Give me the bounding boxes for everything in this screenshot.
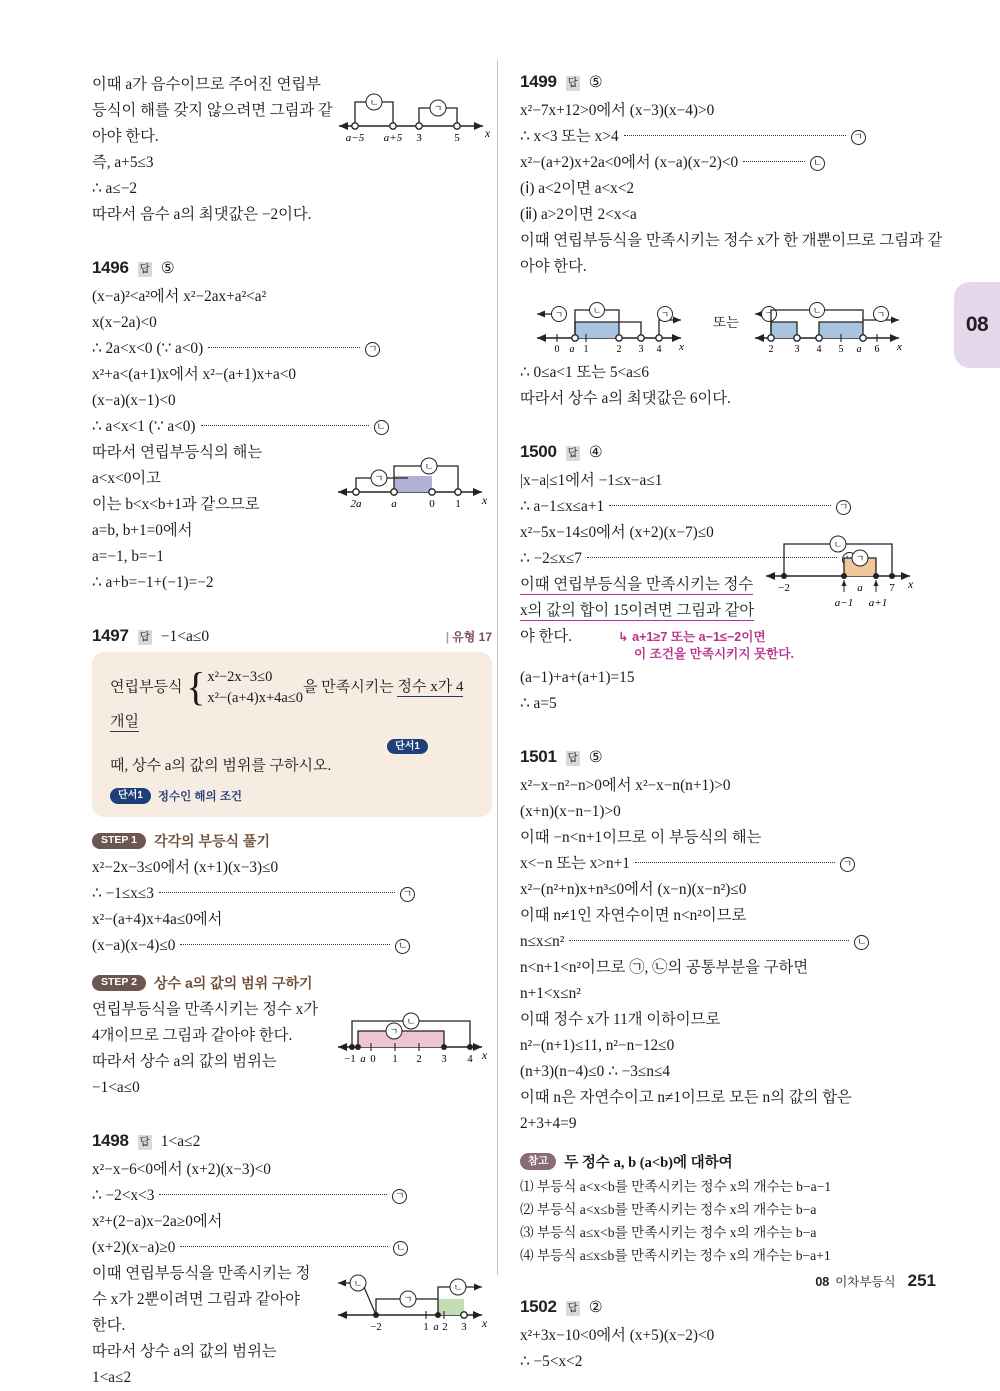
question-line-2: 때, 상수 a의 값의 범위를 구하시오. <box>110 758 332 774</box>
svg-text:2: 2 <box>416 1054 422 1065</box>
p1498-line-2: ∴ −2<x<3 ㄱ <box>92 1183 492 1209</box>
answer-icon: 답 <box>567 447 578 459</box>
p1501-line-14: 2+3+4=9 <box>520 1115 577 1132</box>
svg-text:3: 3 <box>441 1054 447 1065</box>
intro-text <box>92 72 333 228</box>
p1501-line-13: 이때 n은 자연수이고 n≠1이므로 모든 n의 값의 합은 <box>520 1089 852 1106</box>
ref-mark-g: ㄱ <box>851 130 866 145</box>
figure-1499-left <box>531 288 703 354</box>
svg-text:ㄱ: ㄱ <box>389 1027 399 1038</box>
ref-mark-g: ㄱ <box>392 1189 407 1204</box>
intro-line-2: 등식이 해를 갖지 않으려면 그림과 같 <box>92 102 333 119</box>
p1499-line-3: x²−(a+2)x+2a<0에서 (x−a)(x−2)<0 ㄴ <box>520 150 932 176</box>
svg-text:a: a <box>360 1054 366 1065</box>
problem-answer: 1<a≤2 <box>160 1133 201 1150</box>
problem-heading-1496 <box>92 258 492 278</box>
problem-number: 1497 <box>92 626 129 645</box>
p1499-line-5: (ⅱ) a>2이면 2<x<a <box>520 206 637 223</box>
chamgo-item-4: ⑷ 부등식 a≤x≤b를 만족시키는 정수 x의 개수는 b−a+1 <box>520 1248 831 1263</box>
page-footer <box>815 1271 936 1291</box>
p1499-concl-2: 따라서 상수 a의 최댓값은 6이다. <box>520 390 731 407</box>
problem-number: 1502 <box>520 1297 557 1316</box>
problem-heading-1497 <box>92 626 492 646</box>
p1499-line-7: 아야 한다. <box>520 258 587 275</box>
danseo-badge-inline: 단서1 <box>387 739 428 755</box>
svg-text:ㄱ: ㄱ <box>433 104 443 115</box>
ref-mark-n: ㄴ <box>810 156 825 171</box>
svg-text:x: x <box>484 128 490 140</box>
p1496-line-8: a<x<0이고 <box>92 470 161 487</box>
ref-mark-g: ㄱ <box>840 857 855 872</box>
chamgo-item-1: ⑴ 부등식 a<x<b를 만족시키는 정수 x의 개수는 b−a−1 <box>520 1179 832 1194</box>
svg-text:3: 3 <box>794 344 800 354</box>
ref-mark-n: ㄴ <box>393 1241 408 1256</box>
question-box-1497 <box>92 652 492 817</box>
p1498-line-7: 한다. <box>92 1317 126 1334</box>
p1496-line-3: ∴ 2a<x<0 (∵ a<0) ㄱ <box>92 336 492 362</box>
figure-connector-label: 또는 <box>712 315 740 330</box>
svg-text:4: 4 <box>467 1054 473 1065</box>
p1501-line-9: n+1<x≤n² <box>520 985 581 1002</box>
p1499-concl-1: ∴ 0≤a<1 또는 5<a≤6 <box>520 364 649 381</box>
p1500-line-4: ∴ −2≤x≤7 <box>520 546 932 572</box>
p1497-s1-line-1: x²−2x−3≤0에서 (x+1)(x−3)≤0 <box>92 859 279 876</box>
svg-text:ㄴ: ㄴ <box>812 306 822 317</box>
question-line-1: 연립부등식 { x²−2x−3≤0 x²−(a+4)x+4a≤0 을 만족시키는 정수 x가 4개일 <box>110 664 464 730</box>
annotation-block-1500 <box>520 628 932 663</box>
p1498-line-5: 이때 연립부등식을 만족시키는 정 <box>92 1265 311 1282</box>
svg-text:a+1: a+1 <box>868 597 888 609</box>
svg-text:x: x <box>482 1050 488 1062</box>
ref-mark-n: ㄴ <box>854 935 869 950</box>
svg-text:0: 0 <box>429 498 435 510</box>
chamgo-head: 두 정수 a, b (a<b)에 대하여 <box>564 1155 733 1171</box>
chamgo-row <box>520 1151 932 1172</box>
p1496-body <box>92 440 492 596</box>
answer-icon: 답 <box>567 1302 578 1314</box>
p1496-line-5: (x−a)(x−1)<0 <box>92 392 176 409</box>
step2-title: 상수 a의 값의 범위 구하기 <box>154 975 313 991</box>
svg-text:x: x <box>482 1318 488 1330</box>
chamgo-badge: 참고 <box>520 1153 556 1170</box>
figure-1497 <box>332 999 492 1065</box>
svg-text:4: 4 <box>656 344 662 354</box>
figure-1500 <box>760 524 928 616</box>
ref-mark-n: ㄴ <box>374 420 389 435</box>
ref-mark-g: ㄱ <box>836 500 851 515</box>
svg-text:ㄱ: ㄱ <box>374 474 384 485</box>
svg-text:x: x <box>897 341 902 353</box>
p1500-line-1: |x−a|≤1에서 −1≤x−a≤1 <box>520 472 663 489</box>
p1499-line-1: x²−7x+12>0에서 (x−3)(x−4)>0 <box>520 102 715 119</box>
left-column <box>92 72 492 1391</box>
svg-text:a: a <box>569 344 575 354</box>
answer-icon: 답 <box>139 1136 150 1148</box>
figure-1498 <box>332 1265 492 1331</box>
svg-text:6: 6 <box>874 344 880 354</box>
p1502-line-1: x²+3x−10<0에서 (x+5)(x−2)<0 <box>520 1327 715 1344</box>
svg-text:a: a <box>433 1322 439 1331</box>
problem-number: 1500 <box>520 442 557 461</box>
system-brace <box>186 664 304 709</box>
step1-badge: STEP 1 <box>92 833 146 850</box>
problem-number: 1499 <box>520 72 557 91</box>
p1501-line-5: x²−(n²+n)x+n³≤0에서 (x−n)(x−n²)≤0 <box>520 881 747 898</box>
chamgo-item-2: ⑵ 부등식 a<x≤b를 만족시키는 정수 x의 개수는 b−a <box>520 1202 817 1217</box>
problem-heading-1498 <box>92 1131 492 1151</box>
svg-text:ㄴ: ㄴ <box>453 1283 463 1294</box>
p1498-line-1: x²−x−6<0에서 (x+2)(x−3)<0 <box>92 1161 271 1178</box>
svg-text:a: a <box>391 498 397 510</box>
p1501-line-10: 이때 정수 x가 11개 이하이므로 <box>520 1011 721 1028</box>
intro-line-3: 아야 한다. <box>92 128 159 145</box>
svg-text:a: a <box>857 582 863 594</box>
svg-text:1: 1 <box>583 344 589 354</box>
footer-chapter-number: 08 <box>815 1275 830 1289</box>
svg-text:ㄴ: ㄴ <box>406 1017 416 1028</box>
danseo-badge: 단서1 <box>110 788 151 804</box>
p1500-line-3: x²−5x−14≤0에서 (x+2)(x−7)≤0 <box>520 524 714 541</box>
svg-text:x: x <box>678 341 684 353</box>
answer-icon: 답 <box>139 631 150 643</box>
problem-answer: −1<a≤0 <box>160 628 210 645</box>
p1501-line-8: n<n+1<n²이므로 ㉠, ㉡의 공통부분을 구하면 <box>520 959 809 976</box>
svg-text:2: 2 <box>768 344 774 354</box>
question-underlined: 정수 x가 4개일 <box>110 679 464 730</box>
annotation-line-2: 이 조건을 만족시키지 못한다. <box>634 647 794 661</box>
chamgo-item-3: ⑶ 부등식 a≤x<b를 만족시키는 정수 x의 개수는 b−a <box>520 1225 817 1240</box>
figure-1499-right <box>749 288 921 354</box>
step1-title: 각각의 부등식 풀기 <box>154 833 270 849</box>
p1498-body <box>92 1261 492 1391</box>
p1496-line-6: ∴ a<x<1 (∵ a<0) ㄴ <box>92 414 492 440</box>
svg-text:2: 2 <box>616 344 622 354</box>
problem-answer: ④ <box>588 444 603 461</box>
p1501-line-3: 이때 −n<n+1이므로 이 부등식의 해는 <box>520 829 762 846</box>
svg-text:ㄱ: ㄱ <box>660 310 670 321</box>
ref-mark-g: ㄱ <box>400 887 415 902</box>
p1500-body-2: x의 값의 합이 15이려면 그림과 같아 <box>520 602 755 619</box>
p1496-line-4: x²+a<(a+1)x에서 x²−(a+1)x+a<0 <box>92 366 297 383</box>
danseo-desc: 정수인 해의 조건 <box>157 791 243 803</box>
danseo-note <box>110 788 476 804</box>
p1501-line-12: (n+3)(n−4)≤0 ∴ −3≤n≤4 <box>520 1063 671 1080</box>
annotation-line-1: ↳ a+1≥7 또는 a−1≤−2이면 <box>618 629 766 644</box>
svg-text:2: 2 <box>442 1322 448 1331</box>
svg-text:5: 5 <box>454 132 460 144</box>
svg-text:a−1: a−1 <box>834 597 854 609</box>
figure-1496 <box>332 444 492 510</box>
system-line-1: x²−2x−3≤0 <box>207 669 273 685</box>
svg-text:ㄱ: ㄱ <box>554 310 564 321</box>
svg-text:ㄱ: ㄱ <box>876 310 886 321</box>
svg-text:7: 7 <box>889 582 895 594</box>
p1498-line-4: (x+2)(x−a)≥0 ㄴ <box>92 1235 492 1261</box>
problem-answer: ② <box>588 1299 603 1316</box>
p1497-s2-line-1: 연립부등식을 만족시키는 정수 x가 <box>92 1001 318 1018</box>
p1498-line-3: x²+(2−a)x−2a≥0에서 <box>92 1213 223 1230</box>
footer-page-number: 251 <box>907 1271 936 1290</box>
svg-text:ㄴ: ㄴ <box>424 462 434 473</box>
svg-text:3: 3 <box>461 1322 467 1331</box>
p1500-tail-2: ∴ a=5 <box>520 695 557 712</box>
ref-mark-n: ㄴ <box>395 939 410 954</box>
p1499-line-6: 이때 연립부등식을 만족시키는 정수 x가 한 개뿐이므로 그림과 같 <box>520 232 943 249</box>
p1500-body-1: 이때 연립부등식을 만족시키는 정수 <box>520 576 754 593</box>
svg-text:ㄴ: ㄴ <box>353 1279 363 1290</box>
step2-badge: STEP 2 <box>92 975 146 992</box>
step1-row <box>92 831 492 851</box>
p1500-line-2: ∴ a−1≤x≤a+1 ㄱ <box>520 494 932 520</box>
p1497-s1-line-2: ∴ −1≤x≤3 ㄱ <box>92 881 492 907</box>
p1499-line-2: ∴ x<3 또는 x>4 ㄱ <box>520 124 932 150</box>
problem-heading-1501 <box>520 747 932 767</box>
problem-heading-1499 <box>520 72 932 92</box>
p1499-line-4: (ⅰ) a<2이면 a<x<2 <box>520 180 635 197</box>
svg-text:a−5: a−5 <box>345 132 364 144</box>
problem-heading-1500 <box>520 442 932 462</box>
svg-text:0: 0 <box>370 1054 376 1065</box>
p1497-s1-line-3: x²−(a+4)x+4a≤0에서 <box>92 911 223 928</box>
svg-text:ㄴ: ㄴ <box>369 98 379 109</box>
answer-icon: 답 <box>139 263 150 275</box>
problem-answer: ⑤ <box>588 749 603 766</box>
ref-mark-g: ㄱ <box>365 342 380 357</box>
p1501-line-7: n≤x≤n² ㄴ <box>520 929 932 955</box>
svg-text:ㄱ: ㄱ <box>403 1295 413 1306</box>
svg-text:−1: −1 <box>344 1054 356 1065</box>
answer-icon: 답 <box>567 752 578 764</box>
intro-line-1: 이때 a가 음수이므로 주어진 연립부 <box>92 76 321 93</box>
p1496-line-9: 이는 b<x<b+1과 같으므로 <box>92 496 260 513</box>
p1498-line-6: 수 x가 2뿐이려면 그림과 같아야 <box>92 1291 300 1308</box>
intro-line-4: 즉, a+5≤3 <box>92 154 154 171</box>
p1497-s1-line-4: (x−a)(x−4)≤0 ㄴ <box>92 933 492 959</box>
p1497-s2-line-2: 4개이므로 그림과 같아야 한다. <box>92 1027 293 1044</box>
p1498-line-9: 1<a≤2 <box>92 1369 132 1386</box>
chapter-tab-label: 08 <box>965 313 989 336</box>
p1500-body-3: 야 한다. <box>520 628 572 645</box>
svg-text:x: x <box>908 579 914 591</box>
p1497-s2-line-3: 따라서 상수 a의 값의 범위는 <box>92 1053 277 1070</box>
yuhyung-label[interactable]: | 유형 17 <box>445 630 492 644</box>
svg-text:4: 4 <box>816 344 822 354</box>
brace-glyph: { <box>186 664 206 709</box>
figure-intro <box>333 74 493 144</box>
problem-heading-1502 <box>520 1297 932 1317</box>
p1501-line-6: 이때 n≠1인 자연수이면 n<n²이므로 <box>520 907 747 924</box>
figure-pair-1499 <box>520 288 932 354</box>
p1500-tail-1: (a−1)+a+(a+1)=15 <box>520 669 635 686</box>
right-column <box>520 72 943 1375</box>
chapter-tab[interactable] <box>954 282 1000 368</box>
svg-text:a+5: a+5 <box>383 132 402 144</box>
problem-number: 1496 <box>92 258 129 277</box>
p1496-line-10: a=b, b+1=0에서 <box>92 522 193 539</box>
p1496-line-7: 따라서 연립부등식의 해는 <box>92 444 263 461</box>
svg-text:a: a <box>856 344 862 354</box>
problem-answer: ⑤ <box>588 74 603 91</box>
svg-text:ㄴ: ㄴ <box>833 540 843 551</box>
intro-block <box>92 72 492 228</box>
p1501-line-11: n²−(n+1)≤11, n²−n−12≤0 <box>520 1037 675 1054</box>
svg-text:1: 1 <box>392 1054 398 1065</box>
svg-text:5: 5 <box>838 344 844 354</box>
p1501-line-2: (x+n)(x−n−1)>0 <box>520 803 621 820</box>
svg-text:3: 3 <box>416 132 422 144</box>
svg-text:ㄱ: ㄱ <box>764 310 774 321</box>
svg-text:1: 1 <box>423 1322 429 1331</box>
svg-text:1: 1 <box>455 498 461 510</box>
p1496-line-11: a=−1, b=−1 <box>92 548 164 565</box>
footer-chapter-title: 이차부등식 <box>835 1275 896 1289</box>
problem-answer: ⑤ <box>160 260 175 277</box>
p1497-step2-body <box>92 997 492 1101</box>
p1497-s2-line-4: −1<a≤0 <box>92 1079 140 1096</box>
svg-text:x: x <box>482 495 488 507</box>
svg-text:−2: −2 <box>370 1322 382 1331</box>
p1498-line-8: 따라서 상수 a의 값의 범위는 <box>92 1343 277 1360</box>
system-line-2: x²−(a+4)x+4a≤0 <box>207 690 304 706</box>
p1501-line-4: x<−n 또는 x>n+1 ㄱ <box>520 851 932 877</box>
svg-text:2a: 2a <box>350 498 362 510</box>
column-divider <box>497 60 498 1275</box>
problem-number: 1501 <box>520 747 557 766</box>
step2-row <box>92 973 492 993</box>
p1496-line-12: ∴ a+b=−1+(−1)=−2 <box>92 574 214 591</box>
p1496-line-1: (x−a)²<a²에서 x²−2ax+a²<a² <box>92 288 267 305</box>
svg-text:ㄱ: ㄱ <box>855 554 865 565</box>
answer-icon: 답 <box>567 77 578 89</box>
svg-text:ㄴ: ㄴ <box>592 306 602 317</box>
problem-number: 1498 <box>92 1131 129 1150</box>
p1496-line-2: x(x−2a)<0 <box>92 314 157 331</box>
p1501-line-1: x²−x−n²−n>0에서 x²−x−n(n+1)>0 <box>520 777 731 794</box>
svg-text:0: 0 <box>554 344 560 354</box>
svg-text:3: 3 <box>638 344 644 354</box>
p1502-line-2: ∴ −5<x<2 <box>520 1353 583 1370</box>
intro-line-5: ∴ a≤−2 <box>92 180 138 197</box>
intro-line-6: 따라서 음수 a의 최댓값은 −2이다. <box>92 206 312 223</box>
svg-text:−2: −2 <box>778 582 790 594</box>
